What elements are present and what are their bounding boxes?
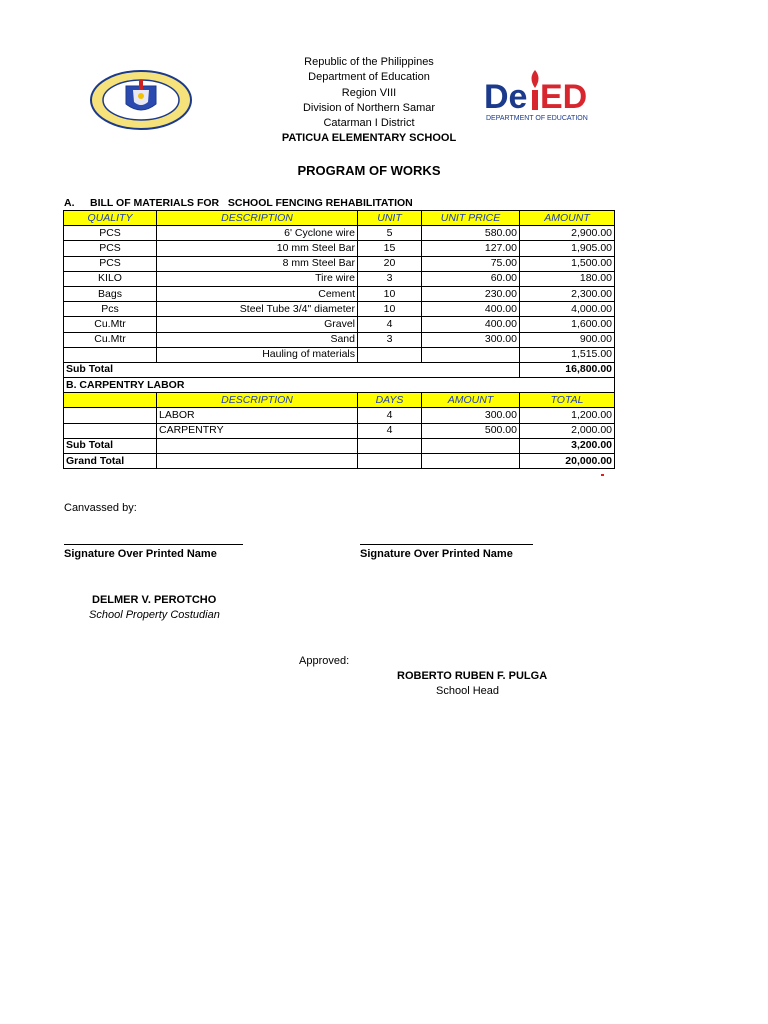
- col-description: DESCRIPTION: [157, 211, 358, 226]
- table-row: [64, 408, 615, 423]
- cell-labor-amount: 500.00: [422, 423, 520, 438]
- cell-unit-price: 60.00: [422, 271, 520, 286]
- cell-days: 4: [358, 423, 422, 438]
- col-quality: QUALITY: [64, 211, 157, 226]
- cell-empty: [157, 438, 358, 453]
- cell-unit: 3: [358, 332, 422, 347]
- table-row: [64, 286, 615, 301]
- cell-amount: 1,905.00: [520, 241, 615, 256]
- cell-unit: [358, 347, 422, 362]
- document-title: PROGRAM OF WORKS: [297, 163, 441, 178]
- header-line-5: Catarman I District: [323, 117, 415, 130]
- subtotal-label: Sub Total: [64, 362, 520, 377]
- labor-subtotal-value: 3,200.00: [520, 438, 615, 453]
- cell-description: Sand: [157, 332, 358, 347]
- cell-quality: Cu.Mtr: [64, 317, 157, 332]
- cell-amount: 1,500.00: [520, 256, 615, 271]
- header-line-4: Division of Northern Samar: [302, 101, 436, 114]
- cell-amount: 2,900.00: [520, 226, 615, 241]
- cell-unit: 5: [358, 226, 422, 241]
- cell-amount: 2,300.00: [520, 286, 615, 301]
- cell-description: 6' Cyclone wire: [157, 226, 358, 241]
- cell-empty: [358, 454, 422, 469]
- table-row: [64, 226, 615, 241]
- cell-unit: 20: [358, 256, 422, 271]
- col-labor-description: DESCRIPTION: [157, 393, 358, 408]
- labor-header-row: [64, 393, 615, 408]
- labor-subtotal-label: Sub Total: [64, 438, 157, 453]
- cell-quality: KILO: [64, 271, 157, 286]
- cell-labor-description: CARPENTRY: [157, 423, 358, 438]
- cell-amount: 1,600.00: [520, 317, 615, 332]
- labor-subtotal-row: [64, 438, 615, 453]
- cell-empty: [64, 408, 157, 423]
- school-name: PATICUA ELEMENTARY SCHOOL: [281, 132, 457, 145]
- cell-quality: PCS: [64, 241, 157, 256]
- signature-label-right: Signature Over Printed Name: [360, 548, 513, 560]
- school-head-title: School Head: [436, 685, 499, 697]
- cell-labor-description: LABOR: [157, 408, 358, 423]
- approved-label: Approved:: [299, 655, 350, 667]
- signature-line-right: [360, 544, 533, 545]
- school-head-name: ROBERTO RUBEN F. PULGA: [397, 670, 548, 682]
- deped-seal: [86, 70, 196, 130]
- cell-description: 10 mm Steel Bar: [157, 241, 358, 256]
- subtotal-value: 16,800.00: [520, 362, 615, 377]
- cell-amount: 4,000.00: [520, 302, 615, 317]
- cell-quality: PCS: [64, 256, 157, 271]
- cell-unit: 10: [358, 286, 422, 301]
- cell-quality: Bags: [64, 286, 157, 301]
- table-row: [64, 347, 615, 362]
- col-empty: [64, 393, 157, 408]
- cell-unit-price: 400.00: [422, 317, 520, 332]
- signature-label-left: Signature Over Printed Name: [64, 548, 217, 560]
- cell-quality: Pcs: [64, 302, 157, 317]
- custodian-name: DELMER V. PEROTCHO: [92, 594, 217, 606]
- header-line-2: Department of Education: [308, 71, 430, 84]
- cell-empty: [64, 423, 157, 438]
- deped-wordmark-ed: ED: [540, 78, 588, 116]
- cell-quality: Cu.Mtr: [64, 332, 157, 347]
- custodian-title: School Property Costudian: [89, 609, 220, 621]
- grand-total-value: 20,000.00: [520, 454, 615, 469]
- section-a-letter: A.: [64, 197, 75, 209]
- materials-subtotal-row: [64, 362, 615, 377]
- section-a-heading: [64, 197, 413, 209]
- table-row: [64, 423, 615, 438]
- table-row: [64, 317, 615, 332]
- cell-amount: 1,515.00: [520, 347, 615, 362]
- cell-empty: [358, 438, 422, 453]
- cell-unit: 10: [358, 302, 422, 317]
- cell-quality: PCS: [64, 226, 157, 241]
- col-days: DAYS: [358, 393, 422, 408]
- program-of-works-table: [63, 210, 615, 469]
- grand-total-label: Grand Total: [64, 454, 157, 469]
- header-line-3: Region VIII: [341, 86, 397, 99]
- cell-unit-price: 400.00: [422, 302, 520, 317]
- red-dash-mark: [601, 474, 604, 476]
- cell-unit-price: 580.00: [422, 226, 520, 241]
- cell-description: Tire wire: [157, 271, 358, 286]
- cell-description: Cement: [157, 286, 358, 301]
- section-b-heading-row: [64, 378, 615, 393]
- canvassed-by-label: Canvassed by:: [64, 502, 137, 514]
- materials-header-row: [64, 211, 615, 226]
- grand-total-row: [64, 454, 615, 469]
- cell-amount: 900.00: [520, 332, 615, 347]
- table-row: [64, 332, 615, 347]
- cell-total: 1,200.00: [520, 408, 615, 423]
- header-line-1: Republic of the Philippines: [304, 56, 434, 68]
- cell-description: 8 mm Steel Bar: [157, 256, 358, 271]
- cell-unit: 15: [358, 241, 422, 256]
- cell-empty: [422, 438, 520, 453]
- section-b-heading: B. CARPENTRY LABOR: [64, 378, 615, 393]
- cell-days: 4: [358, 408, 422, 423]
- cell-description: Steel Tube 3/4" diameter: [157, 302, 358, 317]
- col-unit-price: UNIT PRICE: [422, 211, 520, 226]
- col-total: TOTAL: [520, 393, 615, 408]
- cell-amount: 180.00: [520, 271, 615, 286]
- table-row: [64, 256, 615, 271]
- cell-unit-price: 75.00: [422, 256, 520, 271]
- cell-empty: [157, 454, 358, 469]
- signature-line-left: [64, 544, 243, 545]
- cell-unit: 3: [358, 271, 422, 286]
- cell-unit-price: 127.00: [422, 241, 520, 256]
- table-row: [64, 241, 615, 256]
- cell-total: 2,000.00: [520, 423, 615, 438]
- cell-quality: [64, 347, 157, 362]
- table-row: [64, 271, 615, 286]
- deped-logo-subtitle: DEPARTMENT OF EDUCATION: [486, 115, 588, 122]
- cell-unit-price: 230.00: [422, 286, 520, 301]
- table-row: [64, 302, 615, 317]
- cell-empty: [422, 454, 520, 469]
- col-labor-amount: AMOUNT: [422, 393, 520, 408]
- col-amount: AMOUNT: [520, 211, 615, 226]
- cell-unit-price: [422, 347, 520, 362]
- letterhead: [230, 55, 508, 147]
- cell-labor-amount: 300.00: [422, 408, 520, 423]
- col-unit: UNIT: [358, 211, 422, 226]
- cell-description: Gravel: [157, 317, 358, 332]
- deped-wordmark-dep: De: [484, 78, 528, 116]
- cell-unit-price: 300.00: [422, 332, 520, 347]
- section-a-title: BILL OF MATERIALS FOR SCHOOL FENCING REHABILITATION: [90, 197, 413, 209]
- cell-unit: 4: [358, 317, 422, 332]
- cell-description: Hauling of materials: [157, 347, 358, 362]
